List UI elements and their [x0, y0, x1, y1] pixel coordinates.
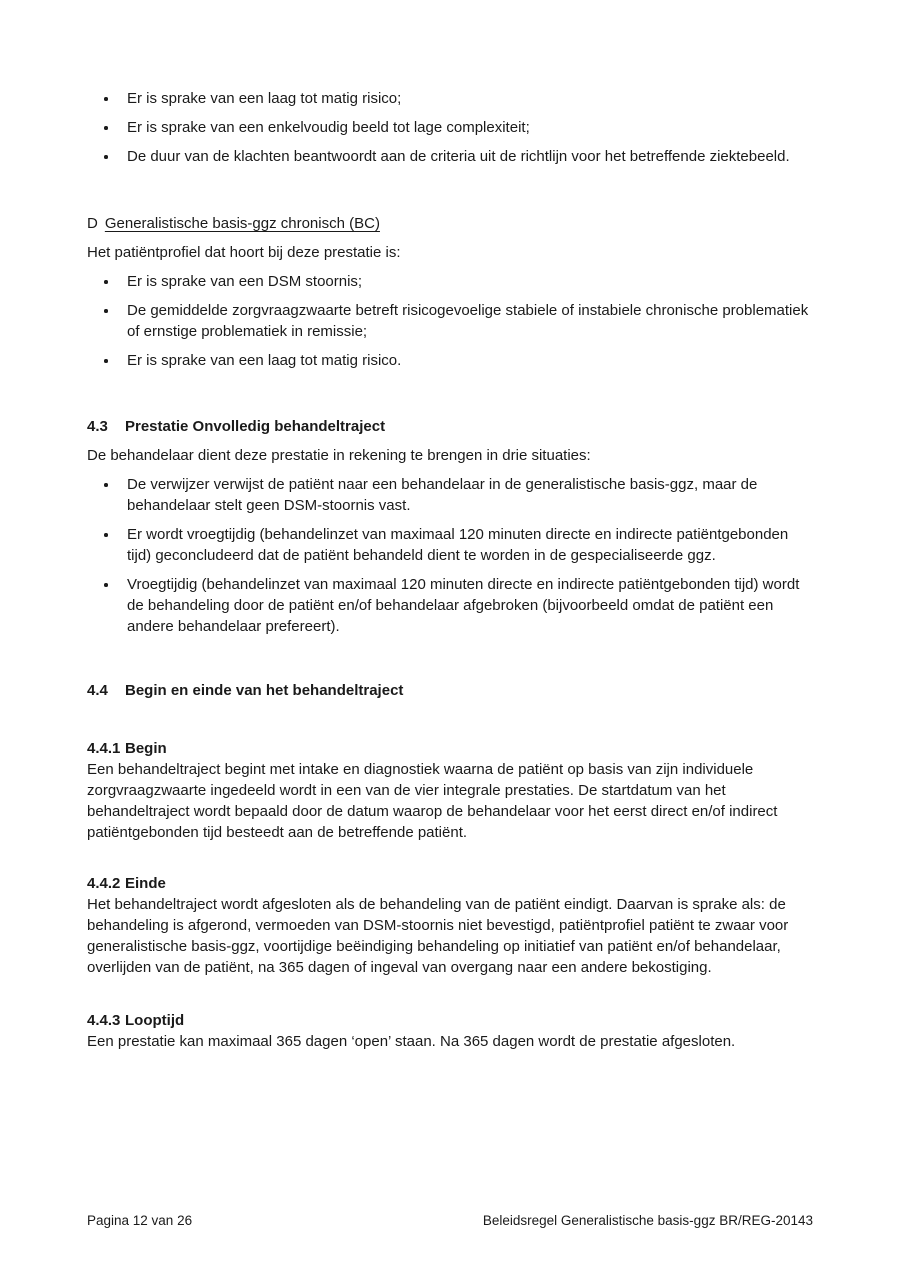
section-43-heading: [87, 416, 814, 437]
list-item-text: Er is sprake van een laag tot matig risico;: [127, 90, 402, 107]
list-item: [87, 524, 814, 566]
bullet-icon: [104, 533, 108, 537]
bullet-icon: [104, 126, 108, 130]
section-43-intro: De behandelaar dient deze prestatie in rekening te brengen in drie situaties:: [87, 447, 591, 464]
section-d-intro: Het patiëntprofiel dat hoort bij deze prestatie is:: [87, 244, 401, 261]
section-d-heading: [87, 213, 814, 234]
risk-criteria-list: [87, 88, 814, 167]
list-item: [87, 88, 814, 109]
list-item-text: De duur van de klachten beantwoordt aan de criteria uit de richtlijn voor het betreffende ziektebeeld.: [127, 148, 790, 165]
list-item: [87, 146, 814, 167]
bullet-icon: [104, 483, 108, 487]
page-content: [87, 88, 814, 1052]
list-item: [87, 474, 814, 516]
bullet-icon: [104, 155, 108, 159]
list-item: [87, 350, 814, 371]
bullet-icon: [104, 309, 108, 313]
list-item-text: Er wordt vroegtijdig (behandelinzet van maximaal 120 minuten directe en indirecte patiëntgebonden tijd) geconcludeerd dat de patiënt behandeld dient te worden in de gespecialiseerde ggz.: [127, 526, 789, 564]
section-443-body: Een prestatie kan maximaal 365 dagen ‘open’ staan. Na 365 dagen wordt de prestatie afgesloten.: [87, 1033, 736, 1050]
list-item-text: De verwijzer verwijst de patiënt naar een behandelaar in de generalistische basis-ggz, maar de behandelaar stelt geen DSM-stoornis vast.: [127, 476, 758, 514]
section-441-body: Een behandeltraject begint met intake en diagnostiek waarna de patiënt op basis van zijn individuele zorgvraagzwaarte ingedeeld wordt in een van de vier integrale prestaties. De startdatum van het behandeltraject wordt bepaald door de datum waarop de behandelaar voor het eerst direct en/of indirect patiëntgebonden tijd besteedt aan de betreffende patiënt.: [87, 761, 778, 841]
bullet-icon: [104, 359, 108, 363]
bullet-icon: [104, 583, 108, 587]
section-442-heading: [87, 873, 814, 894]
section-44-number: 4.4: [87, 682, 108, 699]
list-item: [87, 574, 814, 637]
list-item-text: Er is sprake van een laag tot matig risico.: [127, 352, 402, 369]
section-43-list: [87, 474, 814, 637]
section-d-prefix: D: [87, 215, 98, 232]
section-43-title: Prestatie Onvolledig behandeltraject: [125, 418, 386, 435]
list-item-text: Er is sprake van een DSM stoornis;: [127, 273, 363, 290]
section-d-list: [87, 271, 814, 371]
list-item: [87, 271, 814, 292]
section-43-number: 4.3: [87, 418, 108, 435]
section-443-title: Looptijd: [125, 1012, 185, 1029]
list-item: [87, 300, 814, 342]
list-item-text: Vroegtijdig (behandelinzet van maximaal 120 minuten directe en indirecte patiëntgebonden tijd) wordt de behandeling door de patiënt en/of behandelaar afgebroken (bijvoorbeeld omdat de patiënt een andere behandelaar prefereert).: [127, 576, 800, 635]
section-44-title: Begin en einde van het behandeltraject: [125, 682, 404, 699]
page-footer: [87, 1212, 813, 1230]
bullet-icon: [104, 97, 108, 101]
list-item-text: De gemiddelde zorgvraagzwaarte betreft risicogevoelige stabiele of instabiele chronische problematiek of ernstige problematiek in remissie;: [127, 302, 809, 340]
section-441-number: 4.4.1: [87, 740, 121, 757]
section-441-title: Begin: [125, 740, 167, 757]
section-442-title: Einde: [125, 875, 166, 892]
document-reference: Beleidsregel Generalistische basis-ggz BR/REG-20143: [482, 1213, 813, 1228]
list-item: [87, 117, 814, 138]
section-442-number: 4.4.2: [87, 875, 121, 892]
bullet-icon: [104, 280, 108, 284]
list-item-text: Er is sprake van een enkelvoudig beeld tot lage complexiteit;: [127, 119, 530, 136]
section-d-title: Generalistische basis-ggz chronisch (BC): [104, 215, 380, 232]
section-442-body: Het behandeltraject wordt afgesloten als de behandeling van de patiënt eindigt. Daarvan is sprake als: de behandeling is afgerond, vermoeden van DSM-stoornis niet bevestigd, patiëntprofiel patiënt te zwaar voor generalistische basis-ggz, voortijdige beëindiging behandeling op initiatief van patiënt en/of behandelaar, overlijden van de patiënt, na 365 dagen of ingeval van overgang naar een andere bekostiging.: [87, 896, 789, 976]
section-443-number: 4.4.3: [87, 1012, 121, 1029]
section-441-heading: [87, 738, 814, 759]
section-44-heading: [87, 680, 814, 701]
page-number: Pagina 12 van 26: [87, 1213, 193, 1228]
section-443-heading: [87, 1010, 814, 1031]
